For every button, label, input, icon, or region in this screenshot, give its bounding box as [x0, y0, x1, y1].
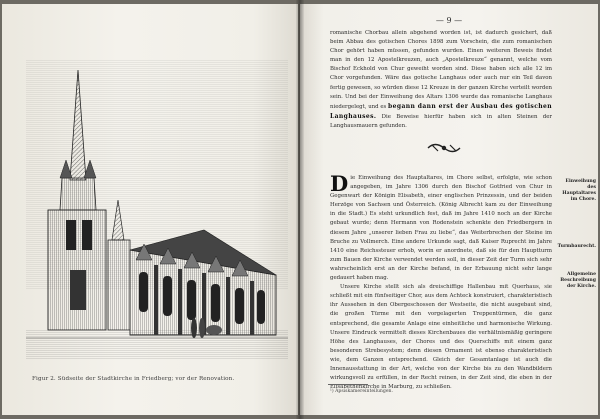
- margin-note-consecration: Einweihung des Hauptaltares im Chore.: [562, 179, 596, 202]
- main-text-1: ie Einweihung des Hauptaltares, im Chore selbst, erfolgte, wie schon angegeben, im Jahre 1306 durch den Bischof Gotfried von Chur in Gegenwart der Königin Elisabeth, einer englischen Prinzessin, und der beiden Herzöge von Sachsen und Österreich. (König Albrecht kam zu der Einweihung in die Stadt.) Es steht urkundlich fest, daß im Jahre 1410 noch an der Kirche gebaut wurde; denn Hermann von Rodenstein schenkte den Friedbergern in diesem Jahre „unserer lieben Frau zu liebe“, das Weiterbrechen der Steine im Bruche zu Vollmerch. Eine andere Urkunde sagt, daß Kaiser Ruprecht im Jahre 1410 eine Reichssteuer erhob, worin er anordnete, daß sie für den Hauptturm zum Bauen der Kirche verwendet werden soll, in dieser Zeit der Turm sich sehr wahrscheinlich erst an der Kirche befand, in der Erbauung nicht sehr lange gedauert haben mag.: [330, 175, 552, 282]
- drop-cap: D: [330, 171, 349, 196]
- top-bold-text: begann dann erst der Ausbau des gotischen Langhauses.: [330, 102, 552, 120]
- footnote: ¹) Apsiskamereinteilungen.: [330, 389, 393, 394]
- top-tail-text: Die Beweise hierfür haben sich in alten Steinen der Langhausmauern gefunden.: [330, 113, 552, 129]
- left-page: [2, 4, 298, 415]
- margin-note-description: Allgemeine Beschreibung der Kirche.: [560, 272, 596, 289]
- page-number: — 9 —: [435, 16, 463, 25]
- top-paragraph: [330, 29, 552, 131]
- ornament-vignette-icon: [426, 141, 462, 155]
- top-text: romanische Chorbau allein abgehend worden ist, ist dadurch gesichert, daß beim Abbau des gotischen Chores 1898 zum Vorschein, die zum romanischen Chor gehört haben müssen, gefunden wurden. Einen weiteren Beweis findet man in den 12 Apostelkreuzen, auch „Apostelkreuze“ genannt, welche vom Bischof Eckhold von Chur geweiht worden sind. Diese haben sich alle 12 im Chor vorgefunden. Wäre das gotische Langhaus oder auch nur ein Teil davon fertig gewesen, so würden diese 12 Kreuze in der ganzen Kirche verteilt worden sein. Und bei der Einweihung des Altars 1306 wurde das romanische Langhaus niedergelegt, und es: [330, 30, 552, 110]
- margin-note-tower: Turmbaurecht.: [557, 244, 596, 249]
- main-paragraphs: [330, 171, 552, 391]
- main-text-2: Unsere Kirche stellt sich als dreischiffige Hallenbau mit Querhaus, sie schließt mit ein fünfseitiger Chor, aus dem Achteck konstruiert, charakteristisch ihr Aussehen in den Obergeschossen der Westseite, die nicht ausgebaut sind, die großen Türme mit den vorgelagerten Treppentürmen, die ganz entsprechend, die gesamte Anlage eine einheitliche und harmonische Wirkung. Unsere Eindruck vermittelt dieses Kirchenbaues die verhältnismäßig geringere Höhe des Langhauses, der Chores und des Querschiffs mit einem ganz besonderen Strebesystem; denn diesen Ornament ist ebenso charakteristisch wie, dem Ganzen entsprechend. Gleich der Gesamtanlage ist auch die Innenausstattung in der Art, welche von der Kirche bis zu den Wandbildern wirkungsvoll zu erfüllen, in der Recht reinen, in der Zeit sind, die eben in der Elisabethenkirche in Marburg, zu schließen.: [330, 284, 552, 391]
- book-gutter: [296, 0, 304, 419]
- footnote-rule: [328, 384, 368, 385]
- figure-caption: Figur 2. Südseite der Stadtkirche in Friedberg; vor der Renovation.: [32, 376, 235, 382]
- right-page: [300, 4, 598, 415]
- church-engraving: [26, 60, 288, 360]
